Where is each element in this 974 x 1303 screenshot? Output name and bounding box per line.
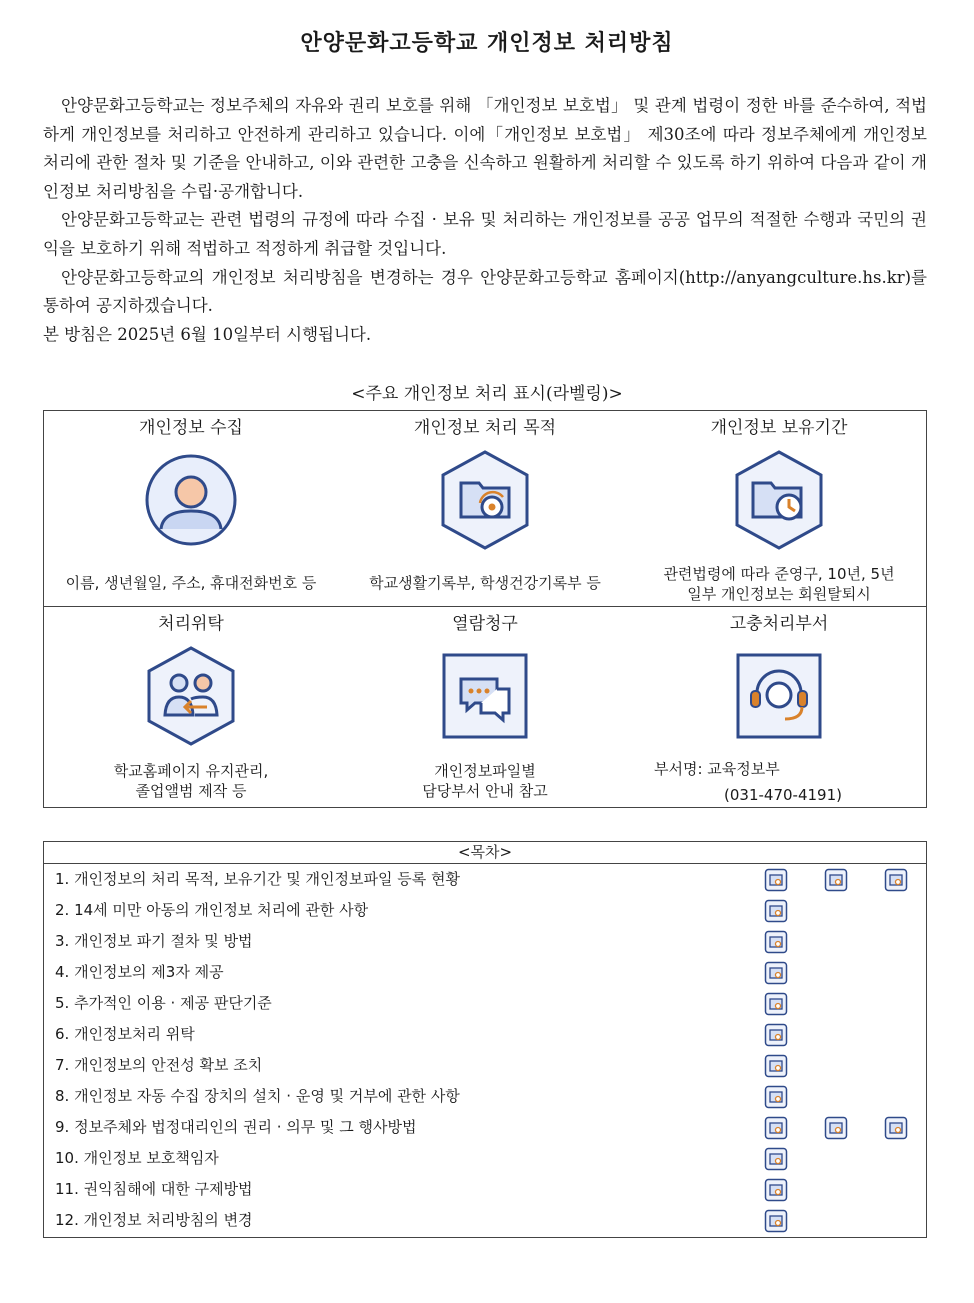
toc-item-icons (764, 1178, 914, 1202)
folder-gear-icon (764, 868, 788, 892)
complaint-phone: (031-470-4191) (724, 786, 842, 804)
label-desc-line: 학교홈페이지 유지관리, (113, 762, 269, 780)
label-outsourcing (44, 607, 338, 807)
label-purpose (338, 411, 632, 606)
toc-item[interactable] (44, 864, 926, 895)
toc-item-icons (764, 961, 914, 985)
folder-check-icon (764, 992, 788, 1016)
child-icon (824, 1116, 848, 1140)
people-arrow-icon (141, 643, 241, 749)
label-head: 처리위탁 (158, 614, 224, 634)
toc-item-icons (764, 1209, 914, 1233)
label-desc-line: 관련법령에 따라 준영구, 10년, 5년 (663, 565, 895, 583)
toc-item-label: 7. 개인정보의 안전성 확보 조치 (55, 1056, 263, 1074)
labeling-caption: <주요 개인정보 처리 표시(라벨링)> (351, 384, 623, 404)
toc-item-label: 6. 개인정보처리 위탁 (55, 1025, 195, 1043)
child-icon (764, 899, 788, 923)
toc-item-label: 2. 14세 미만 아동의 개인정보 처리에 관한 사항 (55, 901, 369, 919)
label-collect (44, 411, 338, 606)
toc-heading: <목차> (44, 842, 926, 864)
label-desc-line: 담당부서 안내 참고 (422, 782, 548, 800)
toc-item[interactable] (44, 926, 926, 957)
toc-item-label: 10. 개인정보 보호책임자 (55, 1149, 219, 1167)
officer-icon (764, 1147, 788, 1171)
trash-icon (764, 930, 788, 954)
label-desc (44, 761, 338, 801)
folder-list-icon (884, 868, 908, 892)
toc-item-label: 9. 정보주체와 법정대리인의 권리 · 의무 및 그 행사방법 (55, 1118, 417, 1136)
complaint-dept: 부서명: 교육정보부 (654, 760, 780, 778)
toc-item-icons (764, 1147, 914, 1171)
toc-item[interactable] (44, 1019, 926, 1050)
folder-clock-icon (729, 447, 829, 553)
toc-item[interactable] (44, 1081, 926, 1112)
intro-text (43, 92, 927, 349)
folder-gear-icon (435, 447, 535, 553)
chat-icon (435, 643, 535, 749)
toc-item-label: 8. 개인정보 자동 수집 장치의 설치 · 운영 및 거부에 관한 사항 (55, 1087, 460, 1105)
label-complaint (632, 607, 926, 807)
toc-item-label: 5. 추가적인 이용 · 제공 판단기준 (55, 994, 272, 1012)
toc-item[interactable] (44, 1050, 926, 1081)
toc-item[interactable] (44, 988, 926, 1019)
change-doc-icon (764, 1209, 788, 1233)
toc-item-icons (764, 1085, 914, 1109)
labeling-row (44, 607, 926, 807)
toc-item-icons (764, 1023, 914, 1047)
toc-item-label: 4. 개인정보의 제3자 제공 (55, 963, 224, 981)
label-head: 열람청구 (452, 614, 518, 634)
toc-item-icons (764, 1054, 914, 1078)
toc-item-icons (764, 992, 914, 1016)
folder-camera-icon (824, 868, 848, 892)
toc-item[interactable] (44, 895, 926, 926)
person-icon (141, 447, 241, 553)
intro-paragraph: 안양문화고등학교는 관련 법령의 규정에 따라 수집 · 보유 및 처리하는 개인정보를 공공 업무의 적절한 수행과 국민의 권익을 보호하기 위해 적법하고 적정하게 취급할 것입니다. (43, 210, 927, 258)
labeling-row (44, 411, 926, 607)
label-desc (338, 761, 632, 801)
label-head: 개인정보 처리 목적 (413, 418, 557, 438)
lock-doc-icon (764, 1054, 788, 1078)
edit-doc-icon (764, 1116, 788, 1140)
toc-item-icons (764, 930, 914, 954)
chat-icon (884, 1116, 908, 1140)
label-access (338, 607, 632, 807)
cookie-icon (764, 1085, 788, 1109)
label-desc: 학교생활기록부, 학생건강기록부 등 (369, 574, 601, 592)
shield-icon (764, 1178, 788, 1202)
label-desc-line: 일부 개인정보는 회원탈퇴시 (687, 585, 871, 603)
toc-item[interactable] (44, 1174, 926, 1205)
label-head: 개인정보 수집 (139, 418, 243, 438)
label-head: 개인정보 보유기간 (710, 418, 848, 438)
toc-item-label: 1. 개인정보의 처리 목적, 보유기간 및 개인정보파일 등록 현황 (55, 870, 460, 888)
toc-item-icons (764, 1116, 914, 1140)
label-head: 고충처리부서 (729, 614, 829, 634)
toc-item[interactable] (44, 1112, 926, 1143)
table-of-contents (43, 841, 927, 1238)
toc-item-icons (764, 899, 914, 923)
people-arrow-icon (764, 1023, 788, 1047)
intro-paragraph: 본 방침은 2025년 6월 10일부터 시행됩니다. (43, 324, 372, 344)
toc-item[interactable] (44, 1143, 926, 1174)
label-desc-line: 개인정보파일별 (434, 762, 536, 780)
toc-item-icons (764, 868, 914, 892)
toc-item-label: 11. 권익침해에 대한 구제방법 (55, 1180, 253, 1198)
label-desc (632, 564, 926, 604)
labeling-box (43, 410, 927, 808)
headset-icon (729, 643, 829, 749)
label-desc-line: 졸업앨범 제작 등 (135, 782, 247, 800)
intro-paragraph: 안양문화고등학교의 개인정보 처리방침을 변경하는 경우 안양문화고등학교 홈페이지(http://anyangculture.hs.kr)를 통하여 공지하겠습니다. (43, 267, 927, 316)
toc-item-label: 3. 개인정보 파기 절차 및 방법 (55, 932, 253, 950)
third-party-icon (764, 961, 788, 985)
intro-paragraph: 안양문화고등학교는 정보주체의 자유와 권리 보호를 위해 「개인정보 보호법」 및 관계 법령이 정한 바를 준수하여, 적법하게 개인정보를 처리하고 안전하게 관리하고 있습니다. 이에「개인정보 보호법」 제30조에 따라 정보주체에게 개인정보 처리에 관한 절차 및 기준을 안내하고, 이와 관련한 고충을 신속하고 원활하게 처리할 수 있도록 하기 위하여 다음과 같이 개인정보 처리방침을 수립·공개합니다. (43, 96, 927, 201)
toc-item[interactable] (44, 1205, 926, 1236)
toc-list (44, 864, 926, 1236)
page-title: 안양문화고등학교 개인정보 처리방침 (300, 31, 674, 56)
label-desc: 이름, 생년월일, 주소, 휴대전화번호 등 (65, 574, 317, 592)
label-retention (632, 411, 926, 606)
toc-item-label: 12. 개인정보 처리방침의 변경 (55, 1211, 253, 1229)
toc-item[interactable] (44, 957, 926, 988)
